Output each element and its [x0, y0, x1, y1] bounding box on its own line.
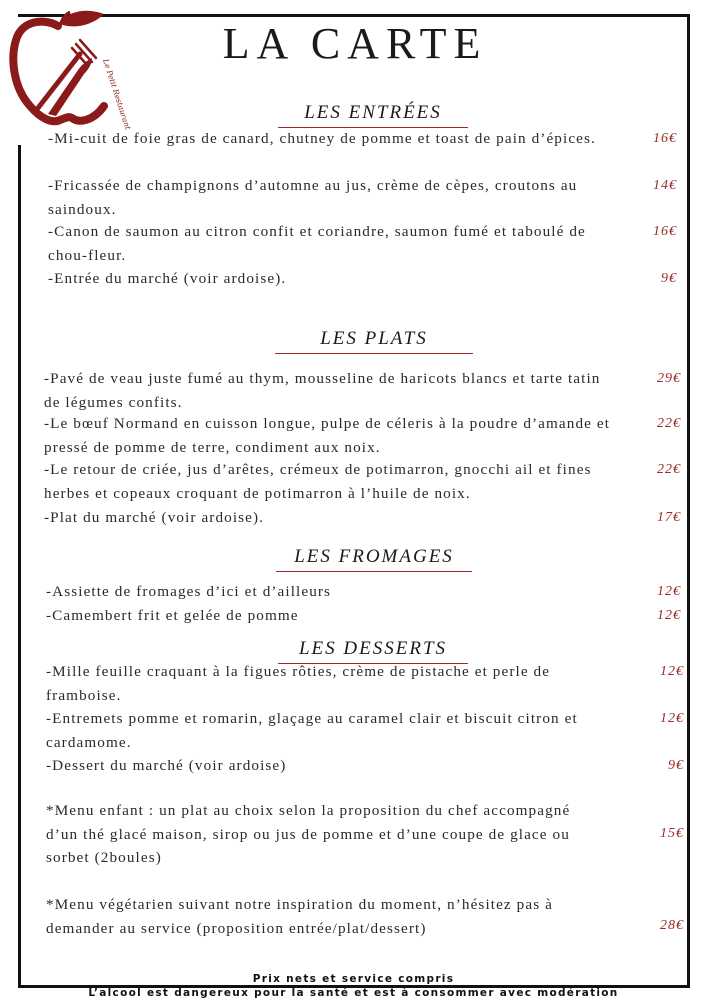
menu-item-entree-3: -Canon de saumon au citron confit et coriandre, saumon fumé et taboulé de chou-fleur.: [48, 223, 586, 264]
section-heading-label: LES ENTRÉES: [304, 102, 442, 123]
fork-and-knife-icon: [38, 40, 96, 116]
section-heading-fromages: [276, 546, 472, 568]
footer-alcool-warning: L’alcool est dangereux pour la santé et est à consommer avec modération: [88, 987, 619, 999]
menu-item-price: 12€: [660, 711, 684, 726]
menu-item-price: 17€: [657, 510, 681, 525]
section-heading-label: LES DESSERTS: [298, 638, 448, 659]
section-heading-entrees: [278, 102, 468, 124]
section-heading-label: LES FROMAGES: [294, 546, 454, 567]
menu-item-dessert-3: -Dessert du marché (voir ardoise): [46, 757, 287, 774]
section-heading-desserts: [278, 638, 468, 660]
menu-item-price: 29€: [657, 371, 681, 386]
section-heading-label: LES PLATS: [320, 328, 428, 349]
menu-item-price: 22€: [657, 462, 681, 477]
menu-vegetarien-text: *Menu végétarien suivant notre inspiration du moment, n’hésitez pas à demander au service (proposition entrée/plat/dessert): [46, 896, 553, 937]
menu-item-entree-4: -Entrée du marché (voir ardoise).: [48, 270, 287, 287]
page-title: LA CARTE: [222, 19, 488, 68]
menu-item-fromage-1: -Assiette de fromages d’ici et d’ailleurs: [46, 583, 332, 600]
menu-item-price: 12€: [657, 608, 681, 623]
menu-item-plat-4: -Plat du marché (voir ardoise).: [44, 509, 265, 526]
menu-item-price: 16€: [653, 131, 677, 146]
menu-vegetarien-price: 28€: [660, 918, 684, 933]
menu-enfant-text: *Menu enfant : un plat au choix selon la proposition du chef accompagné d’un thé glacé maison, sirop ou jus de pomme et d’une coupe de glace ou sorbet (2boules): [46, 802, 571, 866]
menu-item-entree-1: -Mi-cuit de foie gras de canard, chutney de pomme et toast de pain d’épices.: [48, 130, 596, 147]
menu-item-entree-2: -Fricassée de champignons d’automne au jus, crème de cèpes, croutons au saindoux.: [48, 177, 578, 218]
menu-item-price: 9€: [661, 271, 677, 286]
logo-script-text: Le Petit Restaurant: [101, 57, 133, 131]
menu-item-price: 14€: [653, 178, 677, 193]
frame-left-border: [18, 145, 21, 988]
menu-item-plat-3: -Le retour de criée, jus d’arêtes, crémeux de potimarron, gnocchi ail et fines herbes et copeaux croquant de potimarron à l’huile de noix.: [44, 461, 592, 502]
menu-item-dessert-1: -Mille feuille craquant à la figues rôties, crème de pistache et perle de framboise.: [46, 663, 551, 704]
menu-item-fromage-2: -Camembert frit et gelée de pomme: [46, 607, 299, 624]
menu-item-price: 9€: [668, 758, 684, 773]
footer-prix-nets: Prix nets et service compris: [252, 973, 455, 985]
menu-item-dessert-2: -Entremets pomme et romarin, glaçage au caramel clair et biscuit citron et cardamome.: [46, 710, 578, 751]
section-underline: [275, 353, 473, 355]
menu-item-price: 12€: [660, 664, 684, 679]
menu-enfant-price: 15€: [660, 826, 684, 841]
menu-item-price: 16€: [653, 224, 677, 239]
frame-right-border: [687, 14, 690, 988]
menu-item-price: 22€: [657, 416, 681, 431]
restaurant-logo: [8, 8, 133, 131]
menu-item-plat-1: -Pavé de veau juste fumé au thym, mousseline de haricots blancs et tarte tatin de légumes confits.: [44, 370, 601, 411]
menu-item-plat-2: -Le bœuf Normand en cuisson longue, pulpe de céleris à la poudre d’amande et pressé de pomme de terre, condiment aux noix.: [44, 415, 611, 456]
section-underline: [276, 571, 472, 573]
menu-item-price: 12€: [657, 584, 681, 599]
section-heading-plats: [275, 328, 473, 350]
